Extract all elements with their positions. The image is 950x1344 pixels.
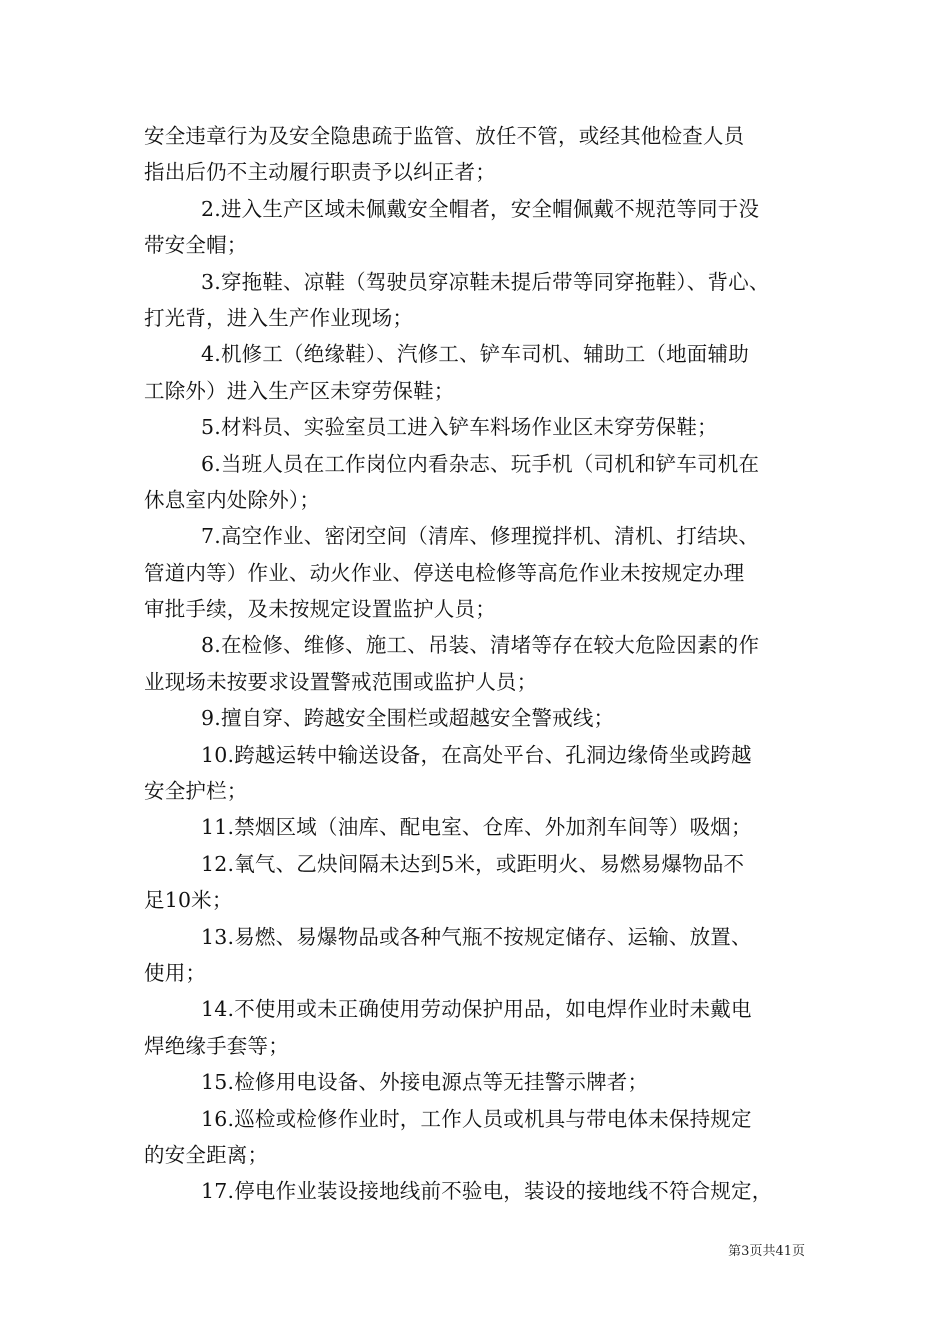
text-line: 打光背，进入生产作业现场； [144,305,414,330]
text-line: 安全护栏； [144,779,248,804]
list-item-12: 12.氧气、乙炔间隔未达到5米，或距明火、易燃易爆物品不 [201,851,745,876]
page-footer [0,1242,950,1262]
list-item-10: 10.跨越运转中输送设备，在高处平台、孔洞边缘倚坐或跨越 [201,742,752,767]
text-line: 的安全距离； [144,1142,269,1167]
text-line: 带安全帽； [144,233,248,258]
list-item-16: 16.巡检或检修作业时，工作人员或机具与带电体未保持规定 [201,1106,752,1131]
text-line: 焊绝缘手套等； [144,1033,289,1058]
list-item-5: 5.材料员、实验室员工进入铲车料场作业区未穿劳保鞋； [201,415,718,440]
list-item-3: 3.穿拖鞋、凉鞋（驾驶员穿凉鞋未提后带等同穿拖鞋）、背心、 [201,269,770,294]
list-item-7: 7.高空作业、密闭空间（清库、修理搅拌机、清机、打结块、 [201,524,760,549]
document-body [144,118,824,1210]
text-line: 工除外）进入生产区未穿劳保鞋； [144,378,455,403]
text-line: 安全违章行为及安全隐患疏于监管、放任不管，或经其他检查人员 [144,124,745,148]
text-line: 足10米； [144,888,233,913]
list-item-9: 9.擅自穿、跨越安全围栏或超越安全警戒线； [201,706,615,731]
text-line: 使用； [144,960,207,985]
list-item-6: 6.当班人员在工作岗位内看杂志、玩手机（司机和铲车司机在 [201,451,760,476]
text-line: 指出后仍不主动履行职责予以纠正者； [144,160,496,185]
text-line: 管道内等）作业、动火作业、停送电检修等高危作业未按规定办理 [144,560,745,585]
list-item-11: 11.禁烟区域（油库、配电室、仓库、外加剂车间等）吸烟； [201,815,752,840]
list-item-4: 4.机修工（绝缘鞋）、汽修工、铲车司机、辅助工（地面辅助 [201,342,749,367]
page-number: 第3页共41页 [728,1244,805,1259]
list-item-17: 17.停电作业装设接地线前不验电，装设的接地线不符合规定， [201,1179,773,1204]
list-item-13: 13.易燃、易爆物品或各种气瓶不按规定储存、运输、放置、 [201,924,752,949]
list-item-14: 14.不使用或未正确使用劳动保护用品，如电焊作业时未戴电 [201,997,752,1022]
list-item-15: 15.检修用电设备、外接电源点等无挂警示牌者； [201,1070,649,1095]
list-item-8: 8.在检修、维修、施工、吊装、清堵等存在较大危险因素的作 [201,633,760,658]
list-item-2: 2.进入生产区域未佩戴安全帽者，安全帽佩戴不规范等同于没 [201,196,760,221]
text-line: 审批手续，及未按规定设置监护人员； [144,597,496,622]
text-line: 业现场未按要求设置警戒范围或监护人员； [144,669,538,694]
text-line: 休息室内处除外）； [144,487,321,512]
